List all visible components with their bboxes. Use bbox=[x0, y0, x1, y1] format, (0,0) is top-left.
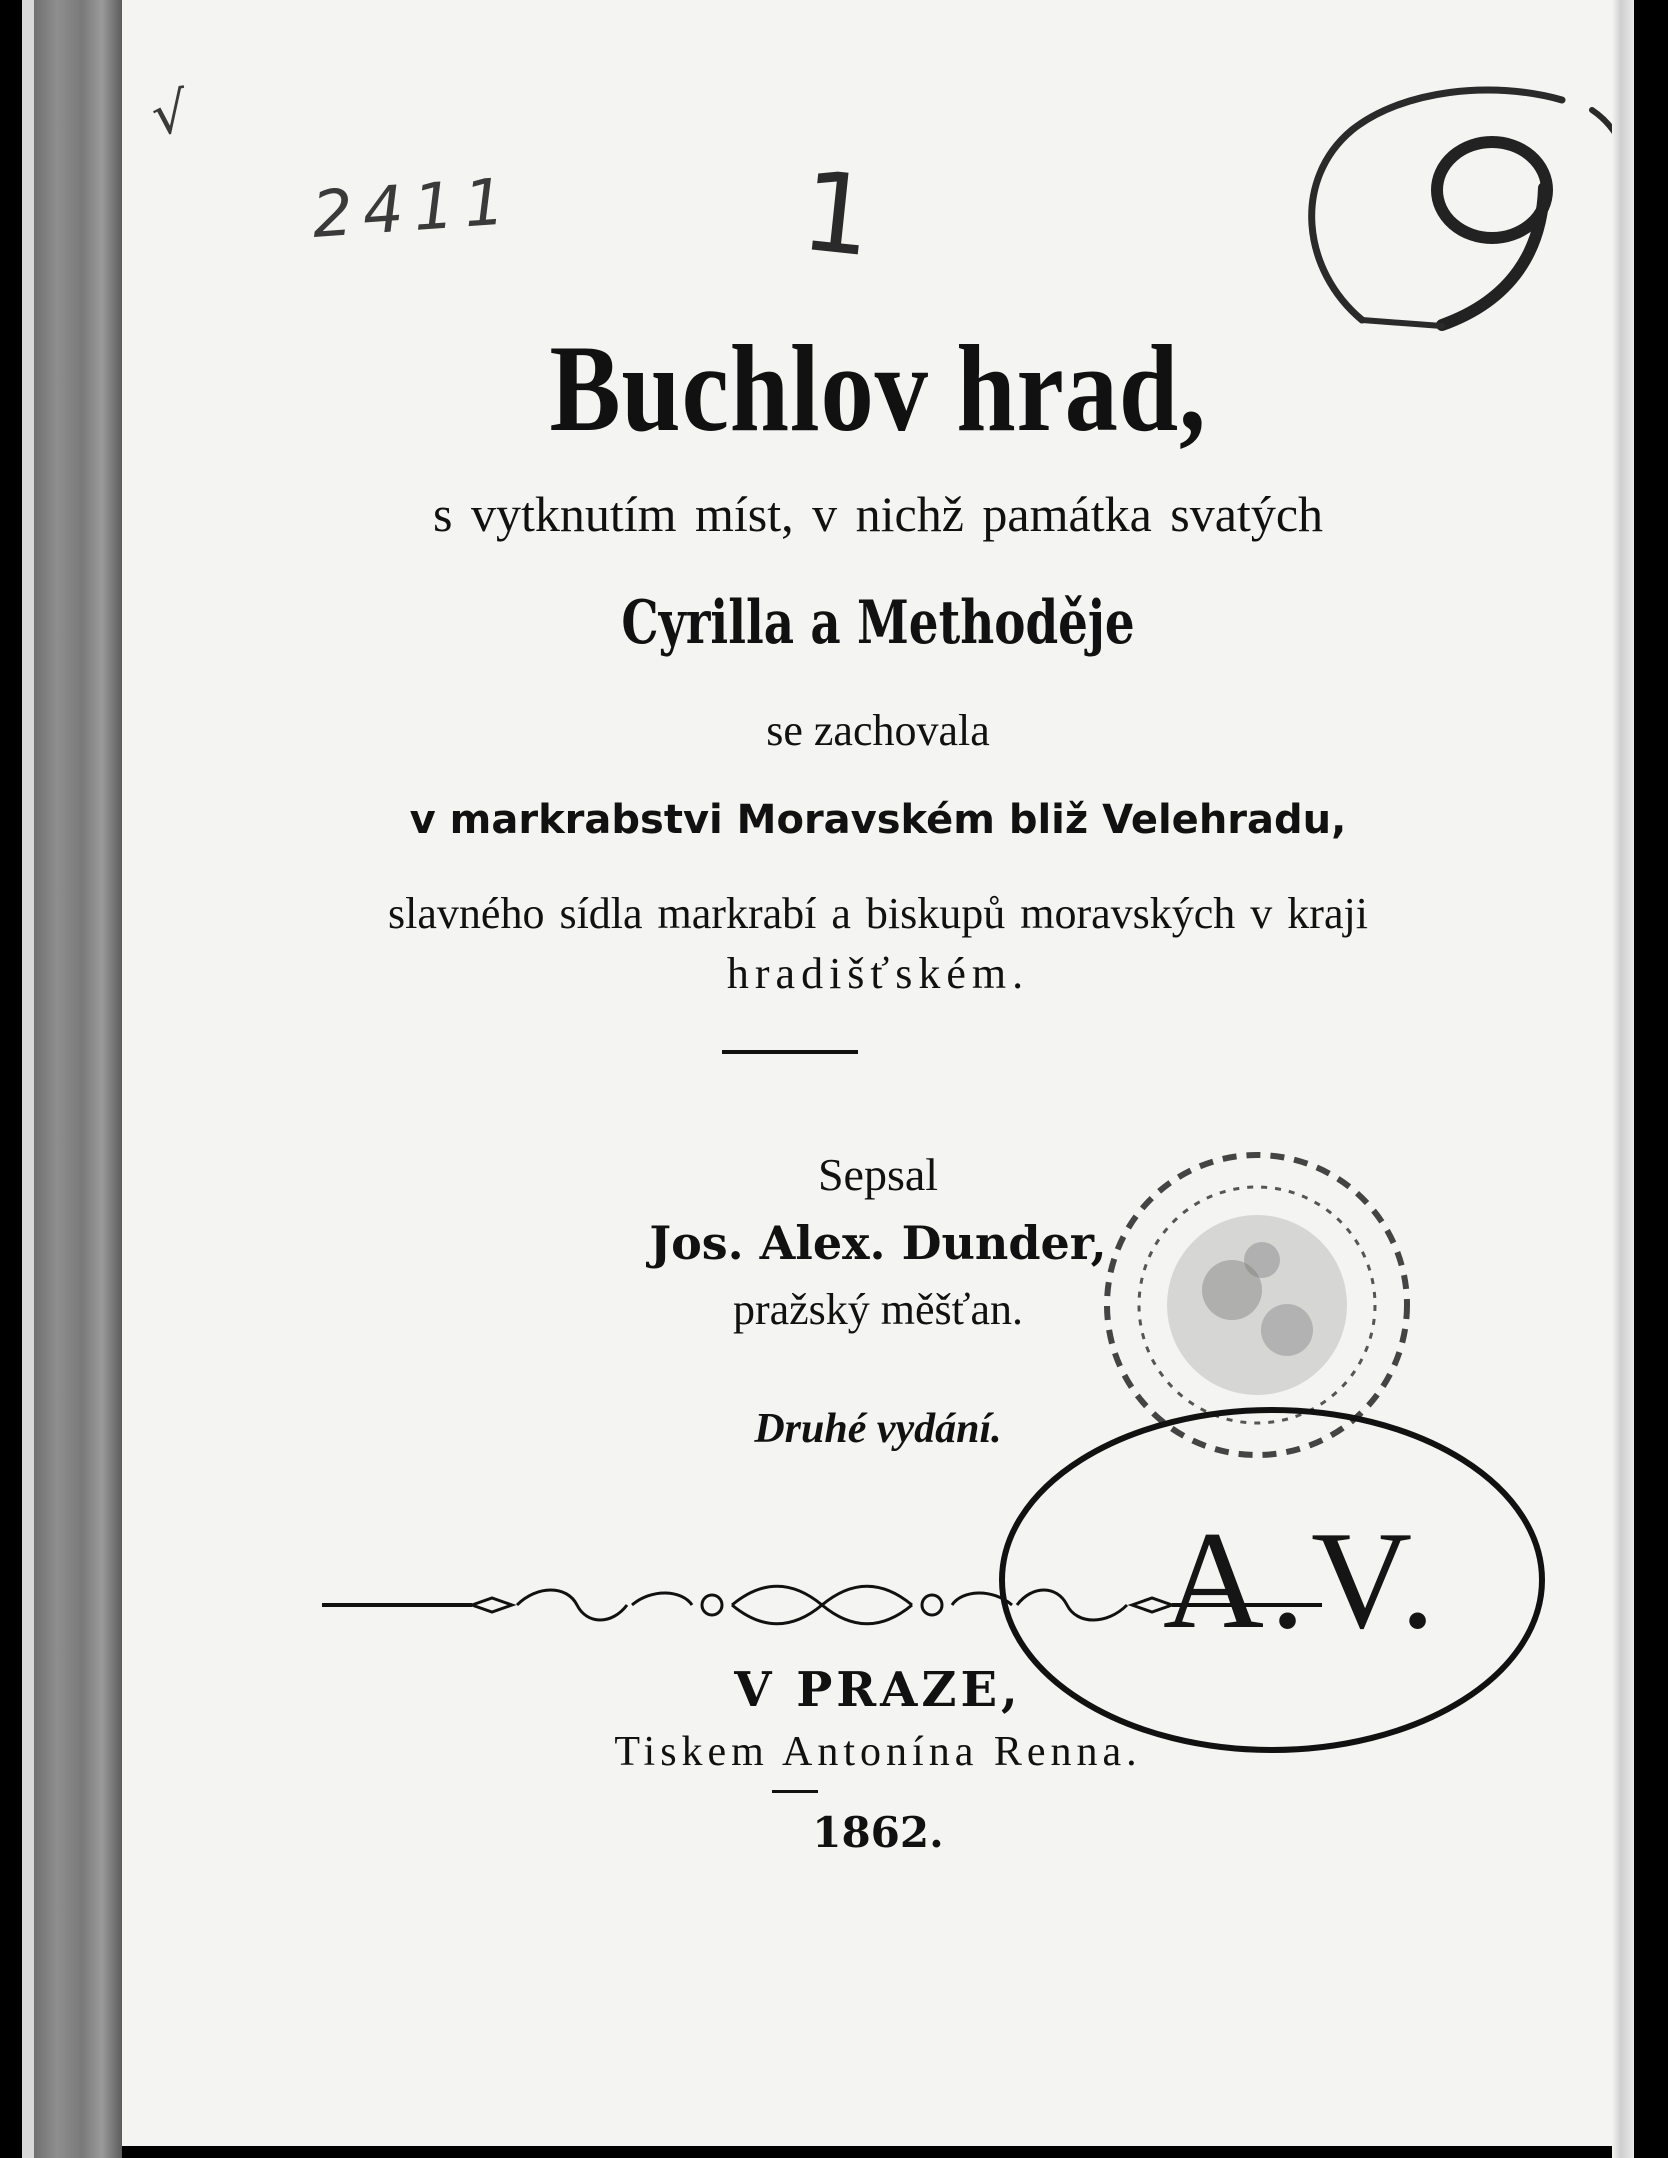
imprint-place: V PRAZE, bbox=[734, 1662, 1022, 1718]
handwritten-check-mark: √ bbox=[147, 79, 193, 150]
edition-note: Druhé vydání. bbox=[754, 1406, 1002, 1452]
handwritten-shelf-number: 2411 bbox=[309, 165, 518, 253]
author-name: Jos. Alex. Dunder, bbox=[649, 1216, 1107, 1270]
title-page bbox=[122, 0, 1634, 2146]
book-title: Buchlov hrad, bbox=[549, 320, 1207, 457]
stamp-initials: A.V. bbox=[1162, 1503, 1442, 1658]
subtitle-line: s vytknutím míst, v nichž památka svatých bbox=[432, 486, 1324, 542]
residence-line-2: hradišťském. bbox=[726, 949, 1030, 998]
page-edge bbox=[1612, 0, 1634, 2158]
handwritten-number-one: 1 bbox=[795, 146, 879, 282]
section-divider bbox=[722, 1050, 858, 1054]
saints-names: Cyrilla a Methoděje bbox=[621, 588, 1135, 658]
handwritten-circled-nine bbox=[1292, 70, 1634, 360]
spine-edge bbox=[22, 0, 34, 2158]
book-spine bbox=[22, 0, 122, 2158]
imprint-printer: Tiskem Antonína Renna. bbox=[614, 1729, 1142, 1775]
location-line: v markrabstvi Moravském bliž Velehradu, bbox=[409, 797, 1347, 843]
imprint-divider bbox=[772, 1790, 818, 1793]
preserved-line: se zachovala bbox=[766, 706, 990, 755]
authored-by-label: Sepsal bbox=[817, 1149, 939, 1200]
residence-line-1: slavného sídla markrabí a biskupů moravských v kraji bbox=[388, 889, 1368, 938]
author-title: pražský měšťan. bbox=[732, 1285, 1024, 1334]
imprint-year: 1862. bbox=[812, 1808, 944, 1857]
